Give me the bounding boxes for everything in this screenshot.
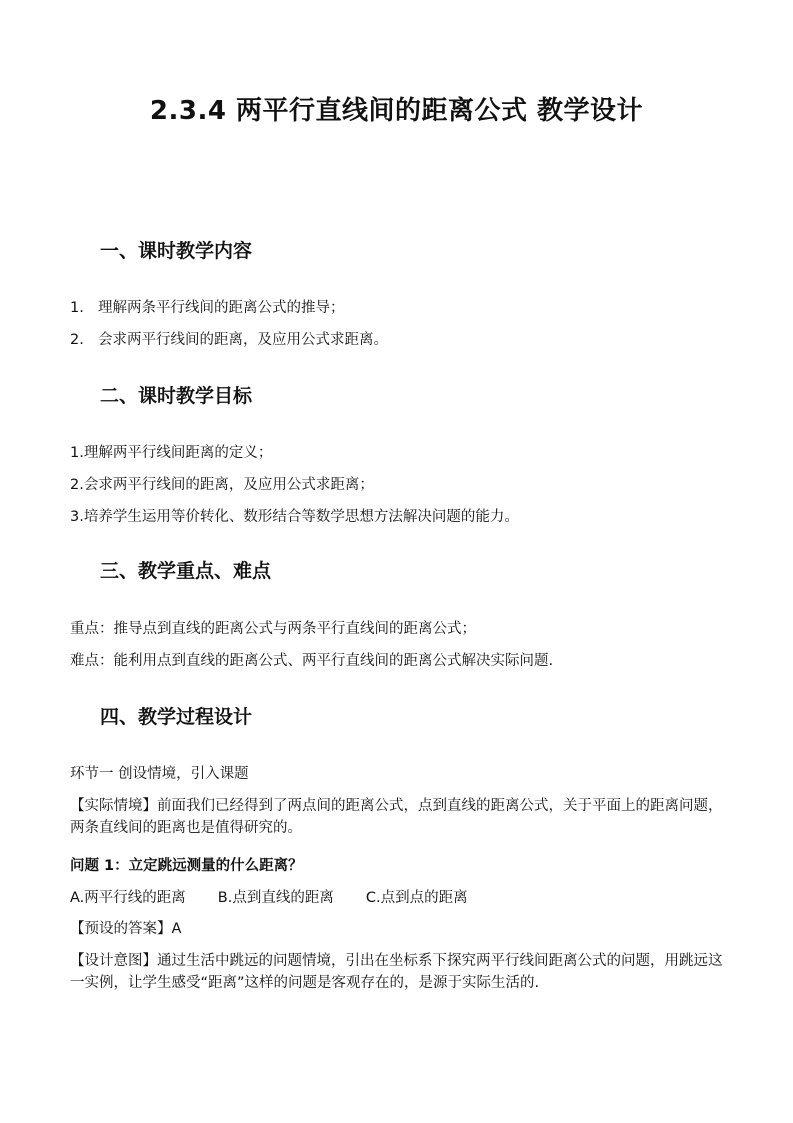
difficult-point: 难点：能利用点到直线的距离公式、两平行直线间的距离公式解决实际问题. bbox=[70, 653, 554, 669]
section-3-heading: 三、教学重点、难点 bbox=[100, 560, 272, 582]
section-2-item-3: 3.培养学生运用等价转化、数形结合等数学思想方法解决问题的能力。 bbox=[70, 509, 519, 525]
section-1-item-1 bbox=[70, 297, 728, 319]
section-2-item-2: 2.会求两平行线间的距离，及应用公式求距离； bbox=[70, 477, 374, 493]
section-2-heading: 二、课时教学目标 bbox=[100, 385, 253, 407]
section-1-item-2 bbox=[70, 329, 728, 351]
section-4-heading: 四、教学过程设计 bbox=[100, 706, 253, 728]
section-1-heading: 一、课时教学内容 bbox=[100, 240, 253, 262]
question-1: 问题 1：立定跳远测量的什么距离？ bbox=[70, 858, 303, 874]
preset-answer: 【预设的答案】A bbox=[70, 921, 182, 937]
item-text: 理解两条平行线间的距离公式的推导； bbox=[98, 300, 345, 316]
item-text: 会求两平行线间的距离，及应用公式求距离。 bbox=[98, 332, 388, 348]
option-b: B.点到直线的距离 bbox=[217, 890, 334, 906]
key-point: 重点：推导点到直线的距离公式与两条平行直线间的距离公式； bbox=[70, 621, 476, 637]
stage-title: 环节一 创设情境，引入课题 bbox=[70, 766, 249, 782]
section-2-item-1: 1.理解两平行线间距离的定义； bbox=[70, 445, 273, 461]
item-number: 2. bbox=[70, 332, 84, 348]
situation-paragraph: 【实际情境】前面我们已经得到了两点间的距离公式，点到直线的距离公式，关于平面上的距离问题，两条直线间的距离也是值得研究的。 bbox=[70, 798, 723, 836]
document-title: 2.3.4 两平行直线间的距离公式 教学设计 bbox=[149, 96, 644, 126]
answer-options bbox=[70, 887, 728, 909]
option-a: A.两平行线的距离 bbox=[70, 890, 186, 906]
option-c: C.点到点的距离 bbox=[365, 890, 468, 906]
design-intent: 【设计意图】通过生活中跳远的问题情境，引出在坐标系下探究两平行线间距离公式的问题，用跳远这一实例，让学生感受“距离”这样的问题是客观存在的，是源于实际生活的. bbox=[70, 953, 723, 991]
item-number: 1. bbox=[70, 300, 84, 316]
